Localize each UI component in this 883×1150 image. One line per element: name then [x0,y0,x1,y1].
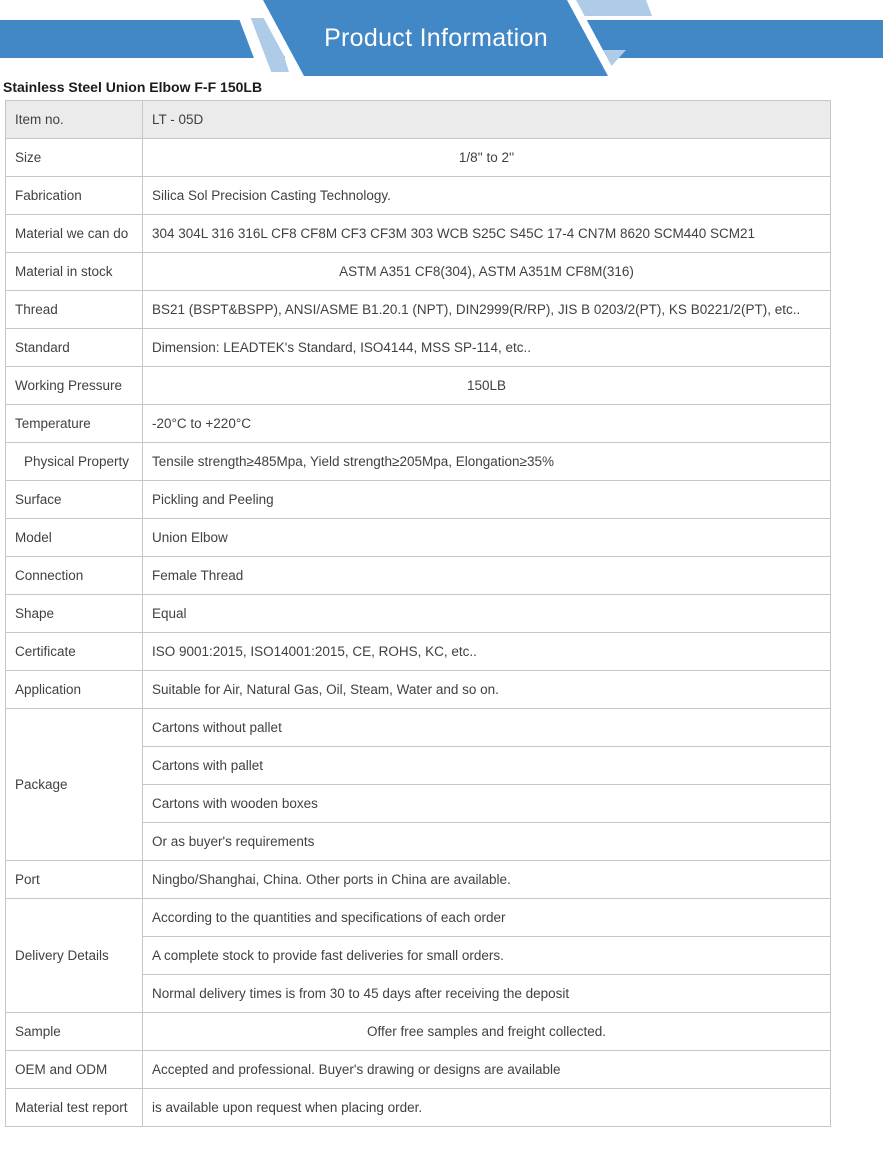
banner-title: Product Information [324,24,548,52]
spec-label: Material in stock [6,253,143,291]
spec-value: is available upon request when placing order. [143,1089,831,1127]
spec-value: Offer free samples and freight collected. [143,1013,831,1051]
spec-label: Delivery Details [6,899,143,1013]
spec-value: Cartons with wooden boxes [143,785,831,823]
spec-value: 304 304L 316 316L CF8 CF8M CF3 CF3M 303 WCB S25C S45C 17-4 CN7M 8620 SCM440 SCM21 [143,215,831,253]
spec-label: Package [6,709,143,861]
spec-label: Physical Property [6,443,143,481]
spec-label: Item no. [6,101,143,139]
spec-label: Model [6,519,143,557]
spec-value: A complete stock to provide fast deliveries for small orders. [143,937,831,975]
spec-value: Normal delivery times is from 30 to 45 days after receiving the deposit [143,975,831,1013]
table-row [6,671,831,709]
spec-value: Pickling and Peeling [143,481,831,519]
table-row [6,899,831,937]
table-row [6,253,831,291]
spec-value: Equal [143,595,831,633]
table-row [6,1013,831,1051]
spec-value: ASTM A351 CF8(304), ASTM A351M CF8M(316) [143,253,831,291]
spec-value: -20°C to +220°C [143,405,831,443]
spec-value: Or as buyer's requirements [143,823,831,861]
spec-value: Cartons with pallet [143,747,831,785]
spec-value: Union Elbow [143,519,831,557]
table-row [6,633,831,671]
spec-value: Tensile strength≥485Mpa, Yield strength≥205Mpa, Elongation≥35% [143,443,831,481]
spec-label: Port [6,861,143,899]
page-heading: Stainless Steel Union Elbow F-F 150LB [3,79,263,95]
spec-label: Connection [6,557,143,595]
spec-label: Surface [6,481,143,519]
spec-value: LT - 05D [143,101,831,139]
spec-label: Application [6,671,143,709]
table-row [6,101,831,139]
table-row [6,709,831,747]
table-row [6,291,831,329]
spec-label: Material we can do [6,215,143,253]
spec-label: Certificate [6,633,143,671]
spec-label: Sample [6,1013,143,1051]
product-information-banner [0,0,883,78]
table-row [6,329,831,367]
spec-label: Size [6,139,143,177]
table-row [6,405,831,443]
spec-value: Dimension: LEADTEK's Standard, ISO4144, MSS SP-114, etc.. [143,329,831,367]
table-row [6,519,831,557]
spec-label: Working Pressure [6,367,143,405]
table-row [6,557,831,595]
spec-value: 1/8'' to 2'' [143,139,831,177]
product-spec-table [5,100,831,1127]
table-row [6,1051,831,1089]
spec-label: Temperature [6,405,143,443]
spec-value: Female Thread [143,557,831,595]
spec-value: According to the quantities and specifications of each order [143,899,831,937]
spec-value: Suitable for Air, Natural Gas, Oil, Steam, Water and so on. [143,671,831,709]
spec-value: 150LB [143,367,831,405]
spec-value: Cartons without pallet [143,709,831,747]
spec-value: ISO 9001:2015, ISO14001:2015, CE, ROHS, KC, etc.. [143,633,831,671]
spec-value: Ningbo/Shanghai, China. Other ports in China are available. [143,861,831,899]
spec-label: Thread [6,291,143,329]
table-row [6,443,831,481]
spec-label: Shape [6,595,143,633]
spec-value: Accepted and professional. Buyer's drawing or designs are available [143,1051,831,1089]
spec-label: OEM and ODM [6,1051,143,1089]
table-row [6,177,831,215]
table-row [6,595,831,633]
spec-label: Material test report [6,1089,143,1127]
table-row [6,367,831,405]
table-row [6,861,831,899]
table-row [6,1089,831,1127]
table-row [6,139,831,177]
spec-value: BS21 (BSPT&BSPP), ANSI/ASME B1.20.1 (NPT), DIN2999(R/RP), JIS B 0203/2(PT), KS B0221/2(PT), etc.. [143,291,831,329]
spec-value: Silica Sol Precision Casting Technology. [143,177,831,215]
spec-label: Standard [6,329,143,367]
table-row [6,215,831,253]
spec-label: Fabrication [6,177,143,215]
table-row [6,481,831,519]
